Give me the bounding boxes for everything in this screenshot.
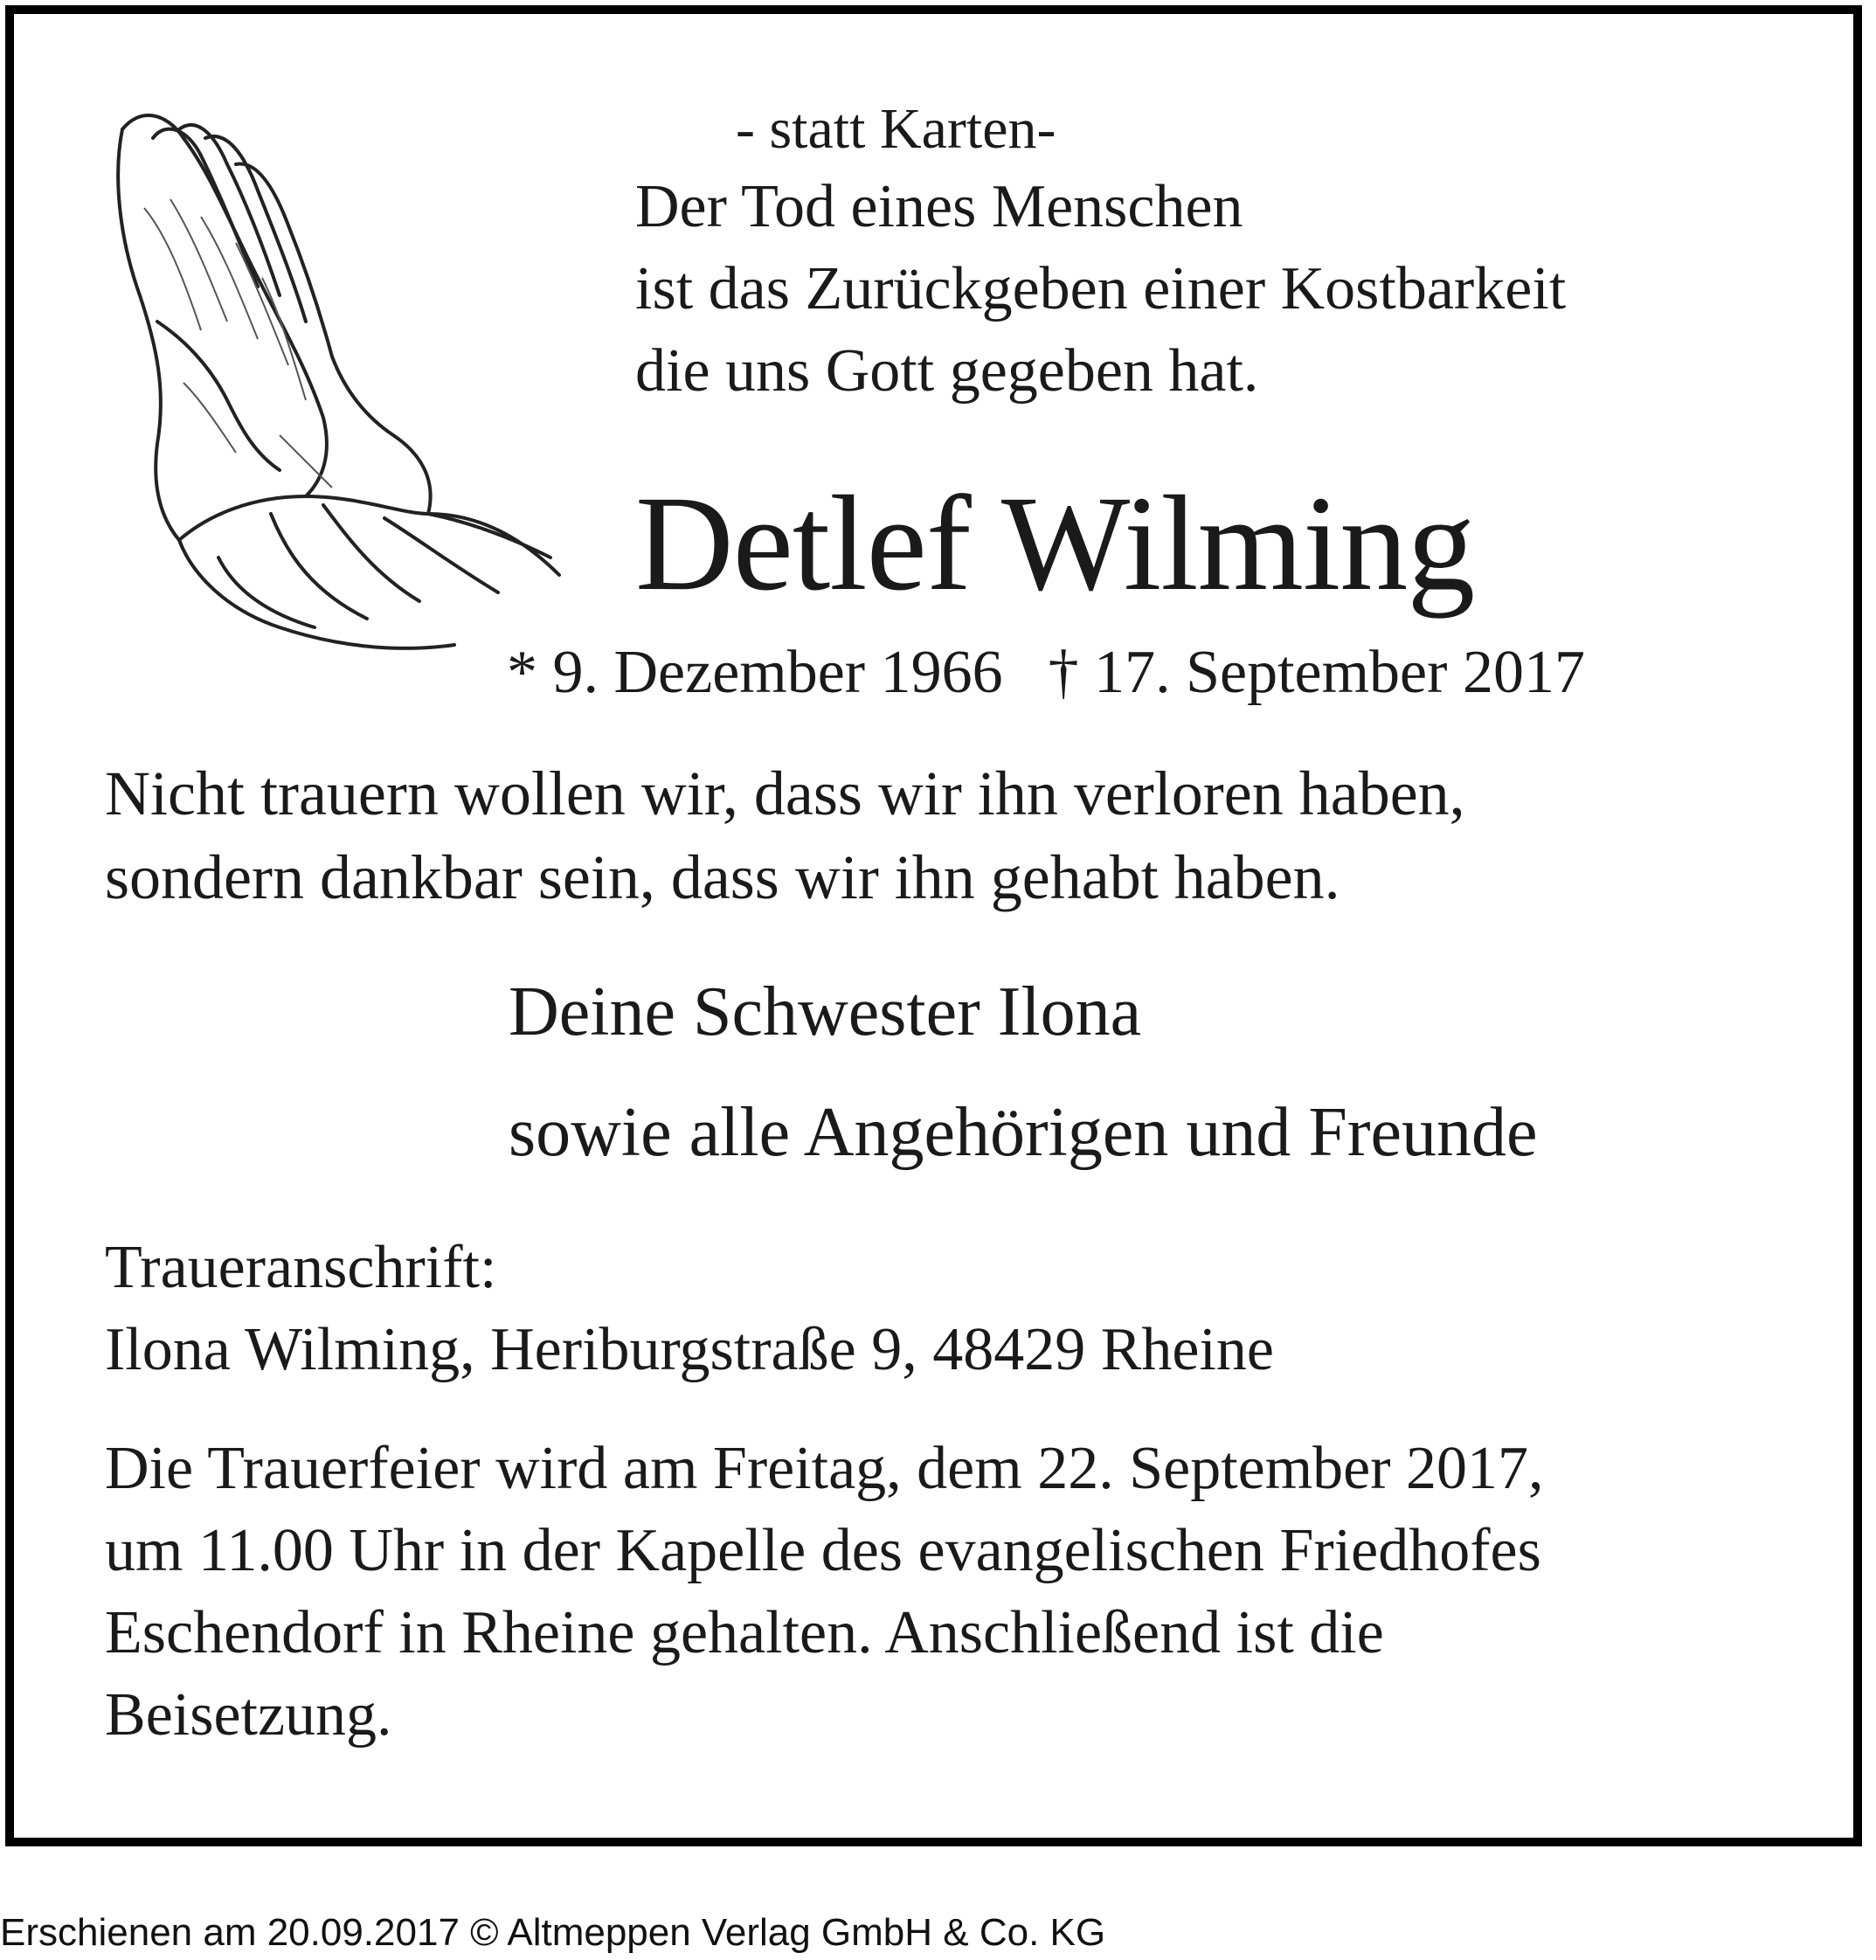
statt-karten-line: - statt Karten-: [736, 97, 1056, 161]
service-line: Eschendorf in Rheine gehalten. Anschließend ist die: [105, 1599, 1384, 1666]
service-line: Die Trauerfeier wird am Freitag, dem 22. September 2017,: [105, 1435, 1544, 1502]
address-label: Traueranschrift:: [105, 1234, 497, 1301]
quote-line: die uns Gott gegeben hat.: [635, 337, 1259, 405]
life-dates: [507, 631, 1585, 715]
verse-block: [105, 751, 1465, 919]
death-date: † 17. September 2017: [1048, 639, 1585, 706]
verse-line: sondern dankbar sein, dass wir ihn gehabt haben.: [105, 842, 1340, 912]
praying-hands-icon: [105, 103, 577, 662]
birth-date: * 9. Dezember 1966: [507, 639, 1003, 706]
deceased-name: Detlef Wilming: [635, 467, 1475, 619]
quote-line: Der Tod eines Menschen: [635, 173, 1243, 240]
mourner-relatives: sowie alle Angehörigen und Freunde: [509, 1094, 1538, 1171]
quote-block: [635, 166, 1566, 412]
mourner-sister: Deine Schwester Ilona: [509, 973, 1142, 1050]
publication-footer: Erschienen am 20.09.2017 © Altmeppen Verlag GmbH & Co. KG: [0, 1911, 1106, 1954]
condolence-address: [105, 1227, 1274, 1391]
quote-line: ist das Zurückgeben einer Kostbarkeit: [635, 255, 1567, 322]
service-line: Beisetzung.: [105, 1681, 392, 1749]
funeral-service-info: [105, 1428, 1544, 1756]
address-text: Ilona Wilming, Heriburgstraße 9, 48429 Rheine: [105, 1316, 1274, 1383]
service-line: um 11.00 Uhr in der Kapelle des evangelischen Friedhofes: [105, 1517, 1541, 1584]
verse-line: Nicht trauern wollen wir, dass wir ihn verloren haben,: [105, 758, 1465, 828]
